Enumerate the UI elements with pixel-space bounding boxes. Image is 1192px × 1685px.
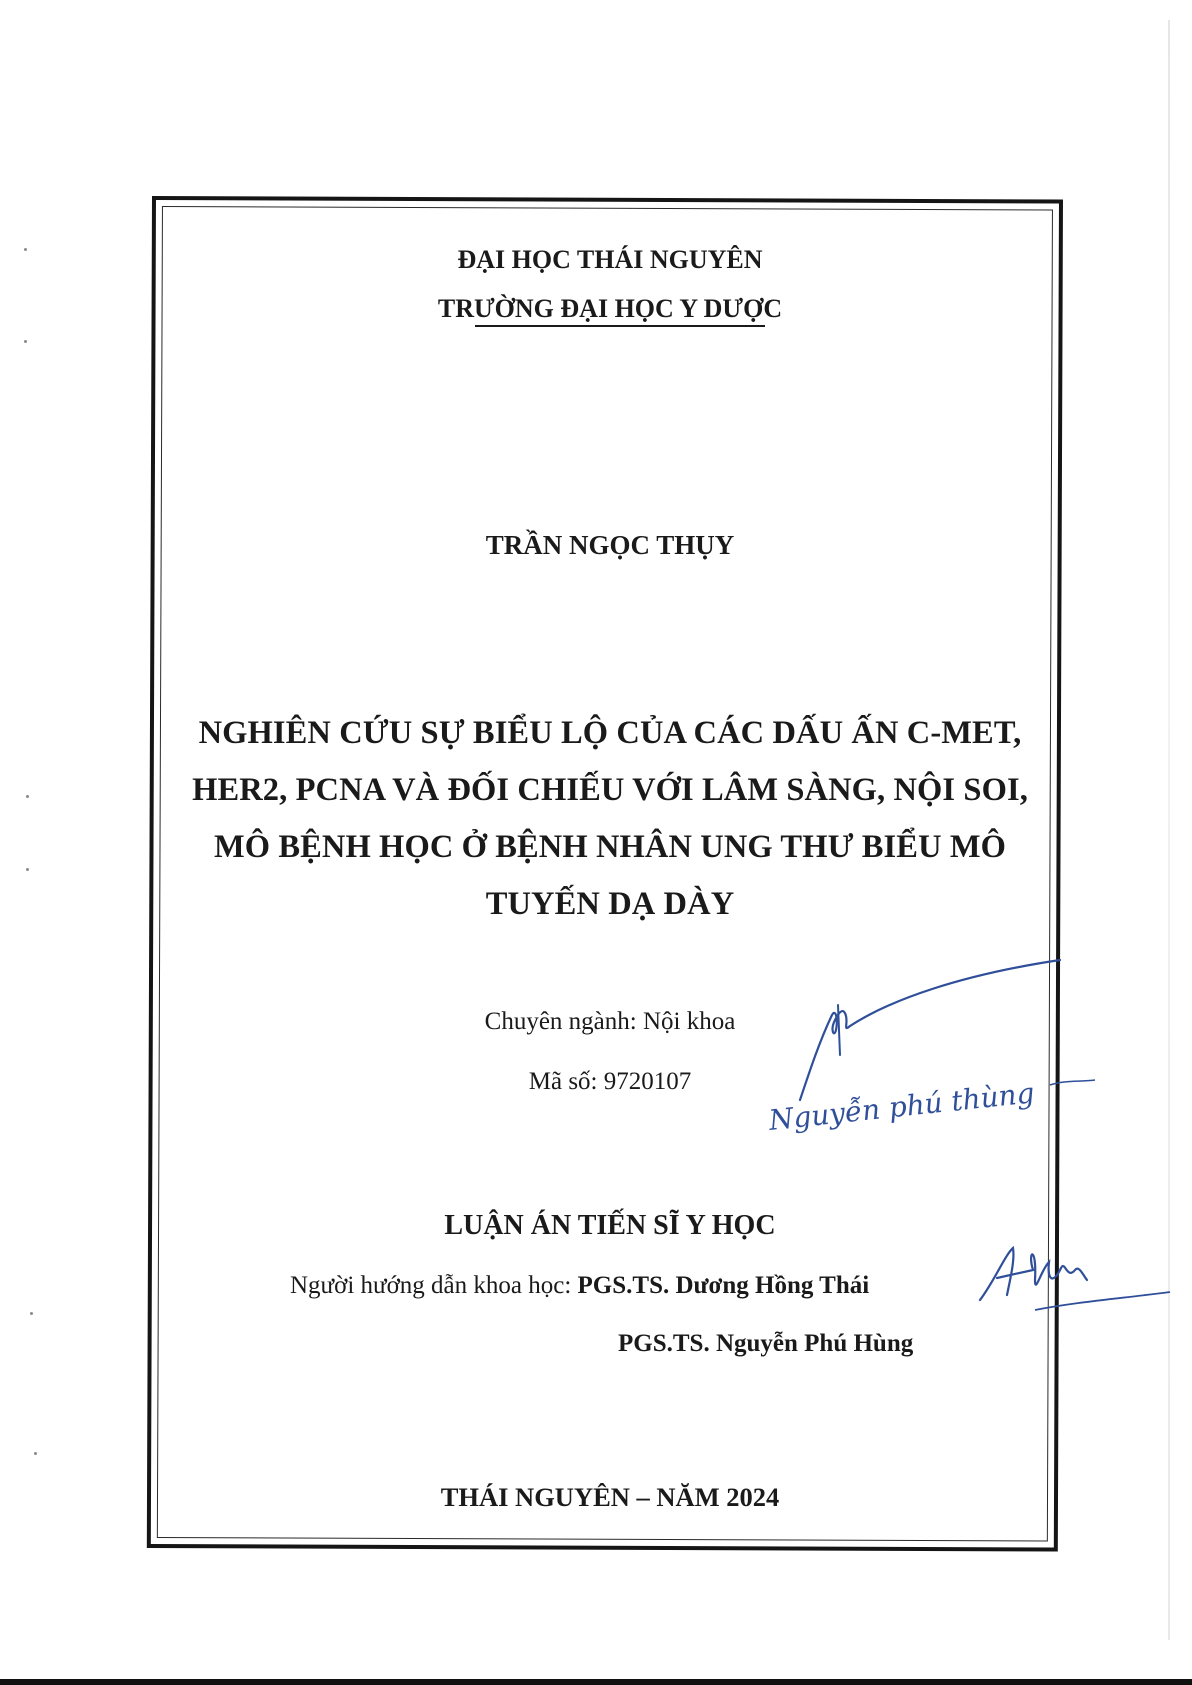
header-underline [475, 325, 765, 327]
advisor-2: PGS.TS. Nguyễn Phú Hùng [618, 1330, 914, 1357]
scan-speck [26, 868, 29, 871]
signature-nguyen-phu-hung [740, 960, 1100, 1160]
cover-page [160, 200, 1060, 1540]
school-name: TRƯỜNG ĐẠI HỌC Y DƯỢC [437, 294, 783, 323]
thesis-title-line-3: MÔ BỆNH HỌC Ở BỆNH NHÂN UNG THƯ BIỂU MÔ [213, 829, 1007, 865]
degree-title: LUẬN ÁN TIẾN SĨ Y HỌC [444, 1210, 776, 1241]
advisor-label: Người hướng dẫn khoa học: [290, 1272, 572, 1299]
scan-speck [30, 1312, 33, 1315]
place-year: THÁI NGUYÊN – NĂM 2024 [440, 1482, 780, 1512]
scan-speck [24, 248, 27, 251]
scan-bottom-edge [0, 1679, 1192, 1685]
scan-speck [26, 795, 29, 798]
signature-handwriting: Nguyễn phú thùng [767, 1076, 1036, 1137]
advisor-1: PGS.TS. Dương Hồng Thái [577, 1272, 870, 1299]
signature-duong-hong-thai [975, 1240, 1175, 1340]
thesis-title-line-1: NGHIÊN CỨU SỰ BIỂU LỘ CỦA CÁC DẤU ẤN C-MET, [198, 715, 1022, 751]
code-number: Mã số: 9720107 [528, 1068, 692, 1095]
author-name: TRẦN NGỌC THỤY [485, 530, 735, 560]
specialty: Chuyên ngành: Nội khoa [484, 1008, 736, 1035]
scan-edge [1168, 20, 1170, 1640]
advisor-row-2 [618, 1330, 913, 1358]
thesis-title-line-4: TUYẾN DẠ DÀY [485, 886, 735, 922]
scan-speck [34, 1452, 37, 1455]
scan-speck [24, 340, 27, 343]
advisor-row-1 [290, 1272, 869, 1300]
thesis-title-line-2: HER2, PCNA VÀ ĐỐI CHIẾU VỚI LÂM SÀNG, NỘI SOI, [192, 772, 1028, 808]
university-name: ĐẠI HỌC THÁI NGUYÊN [457, 245, 763, 274]
